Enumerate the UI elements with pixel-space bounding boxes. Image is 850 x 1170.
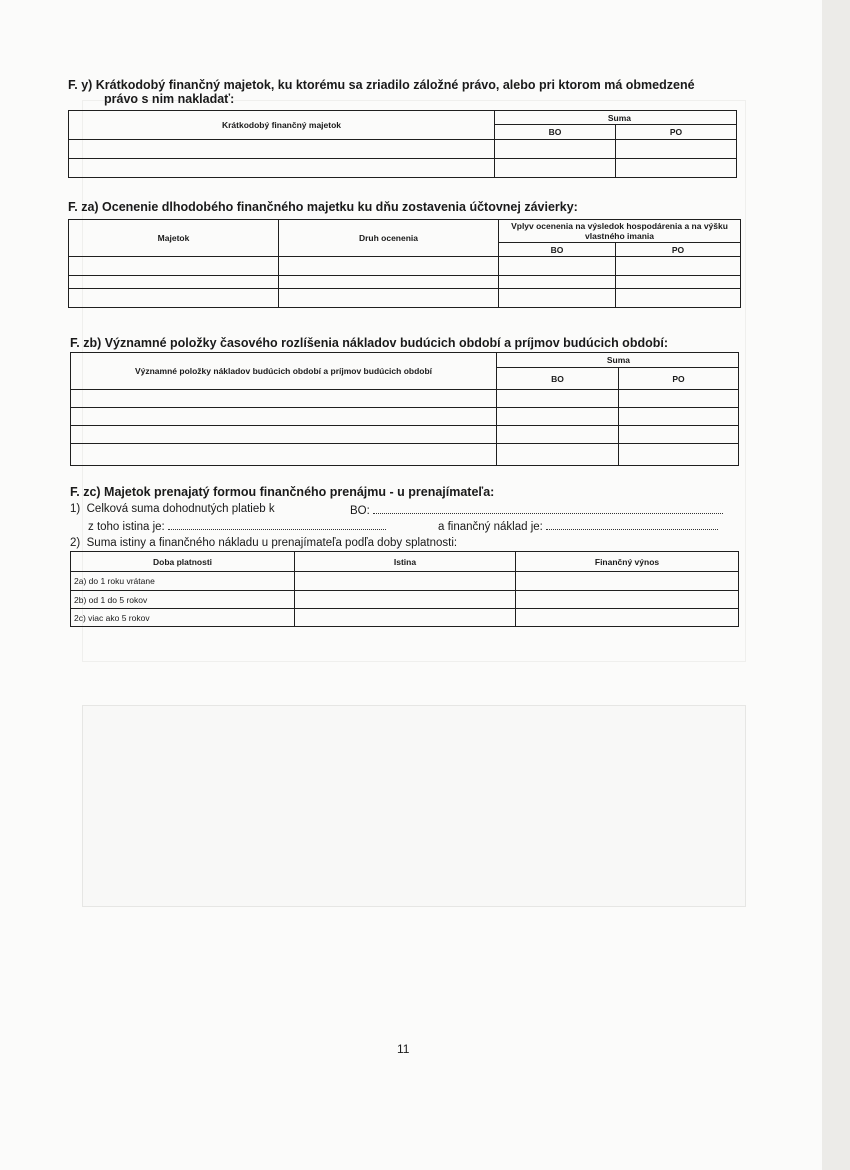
fy-table [68,110,737,178]
fzb-header-po: PO [619,368,739,390]
section-fzc-title: F. zc) Majetok prenajatý formou finančného prenájmu - u prenajímateľa: [70,485,495,499]
show-through-table [82,705,746,907]
fzc-line1-num: 1) [70,503,81,515]
fy-header-suma: Suma [495,111,737,125]
fzb-header-suma: Suma [497,353,739,368]
table-cell [71,444,497,466]
section-fza-title: F. za) Ocenenie dlhodobého finančného majetku ku dňu zostavenia účtovnej závierky: [68,200,578,214]
table-cell [516,591,739,609]
fzc-line1-text: Celková suma dohodnutých platieb k [86,503,275,515]
fzc-line2-naklad-label: a finančný náklad je: [438,521,543,533]
table-cell [499,276,616,289]
fy-header-po: PO [616,125,737,140]
fy-header-bo: BO [495,125,616,140]
table-cell [619,444,739,466]
table-cell [69,289,279,308]
fzb-header-main: Významné položky nákladov budúcich období a príjmov budúcich období [71,353,497,390]
table-cell [69,140,495,159]
fzc-line-1-bo [350,503,723,517]
table-cell [499,289,616,308]
table-cell [279,276,499,289]
fzc-header-vynos: Finančný výnos [516,552,739,572]
fzc-header-doba: Doba platnosti [71,552,295,572]
fzc-header-istina: Istina [295,552,516,572]
fzc-line3-text: Suma istiny a finančného nákladu u prenajímateľa podľa doby splatnosti: [86,537,458,549]
fill-line [168,519,386,530]
table-cell [516,609,739,627]
fzb-header-bo: BO [497,368,619,390]
table-cell [71,408,497,426]
table-cell [616,276,741,289]
fzc-row-label: 2c) viac ako 5 rokov [71,609,295,627]
fill-line [546,519,718,530]
fzc-row-label: 2b) od 1 do 5 rokov [71,591,295,609]
fza-header-bo: BO [499,243,616,257]
fzc-line-3 [70,537,457,549]
table-cell [516,572,739,591]
fzc-table [70,551,739,627]
fzc-line1-bo-label: BO: [350,505,370,517]
table-cell [497,444,619,466]
table-cell [69,159,495,178]
fza-header-vplyv: Vplyv ocenenia na výsledok hospodárenia a na výšku vlastného imania [499,220,741,243]
table-cell [71,390,497,408]
table-cell [497,426,619,444]
table-cell [69,276,279,289]
fzc-line-2-naklad [438,519,718,533]
fzc-line-1 [70,503,275,515]
table-cell [295,572,516,591]
fza-table [68,219,741,308]
fzc-line2-text: z toho istina je: [88,521,165,533]
page-number: 11 [397,1042,410,1056]
table-cell [497,408,619,426]
fza-header-majetok: Majetok [69,220,279,257]
table-cell [616,257,741,276]
table-cell [616,140,737,159]
fza-header-druh: Druh ocenenia [279,220,499,257]
fzc-row-label: 2a) do 1 roku vrátane [71,572,295,591]
table-cell [619,408,739,426]
section-fy-title-line2: právo s nim nakladať: [104,92,235,106]
fzc-line3-num: 2) [70,537,81,549]
table-cell [279,289,499,308]
fill-line [373,503,723,514]
table-cell [71,426,497,444]
section-fy-title [68,78,695,106]
table-cell [619,426,739,444]
table-cell [499,257,616,276]
table-cell [69,257,279,276]
fzc-line-2 [88,519,386,533]
fza-header-po: PO [616,243,741,257]
fy-header-main: Krátkodobý finančný majetok [69,111,495,140]
section-fy-title-line1: F. y) Krátkodobý finančný majetok, ku ktorému sa zriadilo záložné právo, alebo pri ktorom má obmedzené [68,78,695,92]
fzb-table [70,352,739,466]
table-cell [495,159,616,178]
table-cell [497,390,619,408]
table-cell [616,159,737,178]
table-cell [295,609,516,627]
table-cell [619,390,739,408]
table-cell [616,289,741,308]
table-cell [295,591,516,609]
section-fzb-title: F. zb) Významné položky časového rozlíšenia nákladov budúcich období a príjmov budúcich období: [70,336,668,350]
table-cell [279,257,499,276]
table-cell [495,140,616,159]
